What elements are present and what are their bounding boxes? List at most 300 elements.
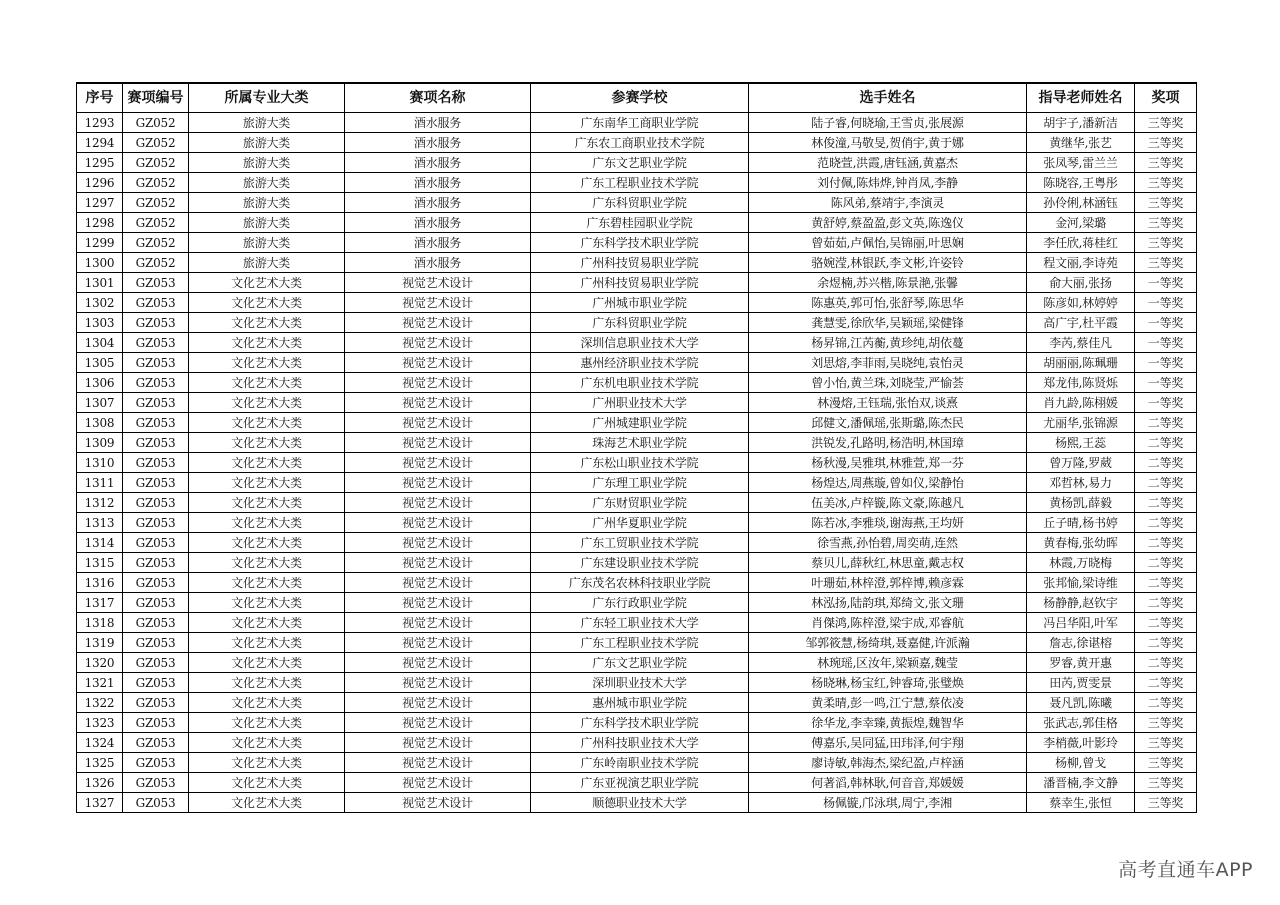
cell-award: 三等奖 [1135,733,1197,753]
cell-contestants: 陈若冰,李雅琰,谢海燕,王均妍 [749,513,1027,533]
cell-school: 广东工程职业技术学院 [531,173,749,193]
cell-school: 广东科学技术职业学院 [531,713,749,733]
header-row [77,83,1197,113]
cell-award: 三等奖 [1135,253,1197,273]
cell-contestants: 骆婉滢,林银跃,李文彬,许姿铃 [749,253,1027,273]
cell-event-name: 视觉艺术设计 [345,573,531,593]
cell-award: 三等奖 [1135,793,1197,813]
table-row [77,573,1197,593]
cell-event-name: 酒水服务 [345,133,531,153]
table-row [77,373,1197,393]
cell-instructors: 林霞,万晓梅 [1027,553,1135,573]
cell-instructors: 杨柳,曾戈 [1027,753,1135,773]
cell-category: 文化艺术大类 [189,493,345,513]
cell-award: 二等奖 [1135,593,1197,613]
cell-event-code: GZ053 [123,413,189,433]
cell-index: 1320 [77,653,123,673]
cell-school: 广东机电职业技术学院 [531,373,749,393]
cell-instructors: 高广宇,杜平霞 [1027,313,1135,333]
cell-event-name: 视觉艺术设计 [345,473,531,493]
cell-award: 二等奖 [1135,433,1197,453]
cell-instructors: 曾万隆,罗葳 [1027,453,1135,473]
cell-school: 广东工程职业技术学院 [531,633,749,653]
cell-school: 广东理工职业学院 [531,473,749,493]
cell-contestants: 徐华龙,李幸臻,黄振煌,魏智华 [749,713,1027,733]
cell-index: 1318 [77,613,123,633]
cell-instructors: 杨静静,赵钦宇 [1027,593,1135,613]
table-row [77,293,1197,313]
cell-category: 文化艺术大类 [189,413,345,433]
cell-contestants: 林琬瑶,区汝年,梁颖嘉,魏莹 [749,653,1027,673]
table-row [77,473,1197,493]
cell-contestants: 林漫熔,王钰瑞,张怡双,谈熹 [749,393,1027,413]
table-row [77,513,1197,533]
cell-event-name: 视觉艺术设计 [345,693,531,713]
cell-contestants: 陆子睿,何晓瑜,王雪贞,张展源 [749,113,1027,133]
cell-school: 广东文艺职业学院 [531,653,749,673]
header-instructors: 指导老师姓名 [1027,83,1135,113]
cell-instructors: 詹志,徐谌榕 [1027,633,1135,653]
table-row [77,253,1197,273]
cell-event-code: GZ053 [123,573,189,593]
cell-event-code: GZ053 [123,353,189,373]
cell-school: 广东财贸职业学院 [531,493,749,513]
cell-school: 广东科学技术职业学院 [531,233,749,253]
cell-award: 三等奖 [1135,753,1197,773]
table-row [77,773,1197,793]
cell-category: 文化艺术大类 [189,713,345,733]
cell-contestants: 洪锐发,孔路明,杨浩明,林国璋 [749,433,1027,453]
cell-event-name: 视觉艺术设计 [345,613,531,633]
cell-event-code: GZ053 [123,733,189,753]
cell-event-code: GZ053 [123,673,189,693]
cell-index: 1293 [77,113,123,133]
cell-instructors: 胡宇子,潘新洁 [1027,113,1135,133]
table-row [77,273,1197,293]
cell-event-name: 视觉艺术设计 [345,713,531,733]
cell-school: 广东建设职业技术学院 [531,553,749,573]
cell-award: 二等奖 [1135,413,1197,433]
cell-contestants: 徐雪燕,孙怡碧,周奕萌,连然 [749,533,1027,553]
cell-event-code: GZ053 [123,593,189,613]
table-row [77,133,1197,153]
cell-award: 二等奖 [1135,633,1197,653]
cell-instructors: 尤丽华,张锦源 [1027,413,1135,433]
cell-category: 文化艺术大类 [189,513,345,533]
cell-index: 1303 [77,313,123,333]
cell-event-code: GZ052 [123,233,189,253]
cell-index: 1322 [77,693,123,713]
cell-instructors: 郑龙伟,陈贤烁 [1027,373,1135,393]
table-row [77,353,1197,373]
cell-event-name: 视觉艺术设计 [345,393,531,413]
cell-event-code: GZ053 [123,633,189,653]
cell-event-name: 酒水服务 [345,173,531,193]
cell-event-name: 视觉艺术设计 [345,593,531,613]
cell-school: 广州城市职业学院 [531,293,749,313]
cell-school: 深圳职业技术大学 [531,673,749,693]
cell-index: 1296 [77,173,123,193]
cell-award: 一等奖 [1135,333,1197,353]
table-row [77,593,1197,613]
cell-contestants: 蔡贝儿,薛秋红,林思童,戴志权 [749,553,1027,573]
cell-event-name: 视觉艺术设计 [345,273,531,293]
cell-event-name: 酒水服务 [345,193,531,213]
cell-event-name: 视觉艺术设计 [345,353,531,373]
table-row [77,153,1197,173]
cell-school: 广东科贸职业学院 [531,313,749,333]
cell-index: 1301 [77,273,123,293]
cell-event-name: 视觉艺术设计 [345,513,531,533]
table-row [77,213,1197,233]
cell-category: 旅游大类 [189,233,345,253]
cell-index: 1319 [77,633,123,653]
cell-instructors: 李任欣,蒋桂红 [1027,233,1135,253]
cell-school: 珠海艺术职业学院 [531,433,749,453]
cell-event-code: GZ053 [123,533,189,553]
cell-award: 三等奖 [1135,213,1197,233]
cell-event-name: 视觉艺术设计 [345,553,531,573]
cell-contestants: 叶珊茹,林梓澄,郭梓博,赖彦霖 [749,573,1027,593]
header-category: 所属专业大类 [189,83,345,113]
cell-index: 1325 [77,753,123,773]
cell-instructors: 蔡幸生,张恒 [1027,793,1135,813]
cell-category: 旅游大类 [189,133,345,153]
cell-event-name: 视觉艺术设计 [345,653,531,673]
table-body [77,113,1197,813]
table-row [77,113,1197,133]
cell-instructors: 张凤琴,雷兰兰 [1027,153,1135,173]
table-row [77,793,1197,813]
cell-category: 旅游大类 [189,173,345,193]
cell-event-name: 视觉艺术设计 [345,773,531,793]
cell-instructors: 孙伶俐,林涵钰 [1027,193,1135,213]
cell-category: 文化艺术大类 [189,593,345,613]
cell-contestants: 傅嘉乐,吴同猛,田玮泽,何宇翔 [749,733,1027,753]
header-index: 序号 [77,83,123,113]
cell-award: 二等奖 [1135,653,1197,673]
table-row [77,453,1197,473]
cell-contestants: 林泓扬,陆韵琪,郑绮文,张文珊 [749,593,1027,613]
cell-event-code: GZ052 [123,173,189,193]
cell-event-name: 视觉艺术设计 [345,293,531,313]
cell-award: 三等奖 [1135,113,1197,133]
cell-event-name: 酒水服务 [345,213,531,233]
table-row [77,613,1197,633]
table-row [77,493,1197,513]
cell-award: 三等奖 [1135,713,1197,733]
table-row [77,173,1197,193]
cell-contestants: 林俊潼,马敬旻,贺俏宇,黄于娜 [749,133,1027,153]
cell-award: 二等奖 [1135,453,1197,473]
cell-category: 文化艺术大类 [189,673,345,693]
cell-contestants: 曾茹茹,卢佩怡,吴锦丽,叶思娴 [749,233,1027,253]
cell-award: 二等奖 [1135,573,1197,593]
cell-instructors: 黄继华,张艺 [1027,133,1135,153]
cell-school: 广州科技贸易职业学院 [531,253,749,273]
cell-school: 广州职业技术大学 [531,393,749,413]
header-award: 奖项 [1135,83,1197,113]
cell-school: 广东亚视演艺职业学院 [531,773,749,793]
cell-contestants: 陈风弟,蔡靖宇,李演灵 [749,193,1027,213]
cell-event-code: GZ053 [123,653,189,673]
cell-category: 文化艺术大类 [189,433,345,453]
cell-index: 1298 [77,213,123,233]
cell-award: 一等奖 [1135,373,1197,393]
cell-award: 三等奖 [1135,133,1197,153]
cell-contestants: 杨晓琳,杨宝红,钟睿琦,张璧焕 [749,673,1027,693]
cell-instructors: 程文丽,李诗苑 [1027,253,1135,273]
cell-category: 旅游大类 [189,113,345,133]
cell-instructors: 陈晓容,王粤彤 [1027,173,1135,193]
cell-instructors: 李梢薇,叶影玲 [1027,733,1135,753]
cell-school: 广东南华工商职业学院 [531,113,749,133]
header-contestants: 选手姓名 [749,83,1027,113]
cell-contestants: 邹郭筱慧,杨绮琪,聂嘉健,许派瀚 [749,633,1027,653]
table-row [77,333,1197,353]
cell-award: 二等奖 [1135,693,1197,713]
cell-event-code: GZ052 [123,133,189,153]
cell-school: 广东行政职业学院 [531,593,749,613]
cell-event-code: GZ053 [123,613,189,633]
cell-event-code: GZ053 [123,713,189,733]
table-row [77,393,1197,413]
cell-school: 广州科技职业技术大学 [531,733,749,753]
cell-contestants: 刘付佩,陈炜烨,钟肖凤,李静 [749,173,1027,193]
cell-index: 1307 [77,393,123,413]
cell-index: 1305 [77,353,123,373]
cell-award: 二等奖 [1135,673,1197,693]
cell-category: 文化艺术大类 [189,633,345,653]
table-row [77,673,1197,693]
cell-award: 三等奖 [1135,173,1197,193]
cell-award: 一等奖 [1135,293,1197,313]
cell-instructors: 陈彦如,林婷婷 [1027,293,1135,313]
cell-school: 广东科贸职业学院 [531,193,749,213]
cell-event-name: 视觉艺术设计 [345,413,531,433]
cell-index: 1295 [77,153,123,173]
cell-event-code: GZ053 [123,313,189,333]
cell-school: 惠州经济职业技术学院 [531,353,749,373]
cell-index: 1306 [77,373,123,393]
cell-index: 1326 [77,773,123,793]
cell-index: 1310 [77,453,123,473]
cell-contestants: 杨秋漫,吴雅琪,林雅萱,郑一芬 [749,453,1027,473]
cell-index: 1302 [77,293,123,313]
cell-index: 1294 [77,133,123,153]
cell-contestants: 黄柔晴,彭一鸣,江宁慧,蔡依凌 [749,693,1027,713]
cell-index: 1309 [77,433,123,453]
cell-school: 广东文艺职业学院 [531,153,749,173]
cell-event-code: GZ053 [123,693,189,713]
header-event-code: 赛项编号 [123,83,189,113]
cell-event-code: GZ052 [123,253,189,273]
table-row [77,713,1197,733]
cell-event-code: GZ053 [123,333,189,353]
cell-category: 文化艺术大类 [189,653,345,673]
cell-category: 旅游大类 [189,193,345,213]
cell-event-name: 视觉艺术设计 [345,633,531,653]
cell-school: 广东农工商职业技术学院 [531,133,749,153]
table-row [77,193,1197,213]
table-row [77,553,1197,573]
cell-school: 广东松山职业技术学院 [531,453,749,473]
cell-category: 文化艺术大类 [189,453,345,473]
cell-event-name: 视觉艺术设计 [345,753,531,773]
cell-index: 1297 [77,193,123,213]
cell-event-name: 酒水服务 [345,113,531,133]
cell-instructors: 聂凡凯,陈曦 [1027,693,1135,713]
header-school: 参赛学校 [531,83,749,113]
table-row [77,413,1197,433]
cell-index: 1311 [77,473,123,493]
cell-instructors: 黄杨凯,薛毅 [1027,493,1135,513]
cell-contestants: 杨佩镟,邝泳琪,周宁,李湘 [749,793,1027,813]
cell-index: 1313 [77,513,123,533]
cell-contestants: 杨煌达,周燕璇,曾如仪,梁静怡 [749,473,1027,493]
table-row [77,733,1197,753]
cell-category: 文化艺术大类 [189,373,345,393]
cell-event-code: GZ052 [123,213,189,233]
cell-event-name: 视觉艺术设计 [345,333,531,353]
cell-event-name: 视觉艺术设计 [345,433,531,453]
cell-event-code: GZ053 [123,513,189,533]
cell-instructors: 李芮,蔡佳凡 [1027,333,1135,353]
cell-index: 1304 [77,333,123,353]
cell-category: 文化艺术大类 [189,473,345,493]
cell-event-code: GZ053 [123,793,189,813]
table-row [77,313,1197,333]
cell-school: 惠州城市职业学院 [531,693,749,713]
cell-instructors: 胡丽丽,陈珮珊 [1027,353,1135,373]
cell-contestants: 杨昇锦,江芮蘅,黄珍纯,胡依蔓 [749,333,1027,353]
cell-category: 文化艺术大类 [189,313,345,333]
results-table [76,82,1197,813]
cell-school: 顺德职业技术大学 [531,793,749,813]
cell-index: 1324 [77,733,123,753]
cell-award: 三等奖 [1135,773,1197,793]
cell-contestants: 余煜楠,苏兴楷,陈景滟,张馨 [749,273,1027,293]
cell-category: 文化艺术大类 [189,753,345,773]
cell-index: 1315 [77,553,123,573]
watermark: 高考直通车APP [1118,859,1253,881]
cell-index: 1314 [77,533,123,553]
cell-award: 一等奖 [1135,313,1197,333]
cell-category: 文化艺术大类 [189,573,345,593]
cell-event-name: 视觉艺术设计 [345,313,531,333]
cell-instructors: 潘晋楠,李文静 [1027,773,1135,793]
cell-event-code: GZ052 [123,113,189,133]
cell-instructors: 张邦愉,梁诗维 [1027,573,1135,593]
cell-instructors: 罗睿,黄开惠 [1027,653,1135,673]
header-event-name: 赛项名称 [345,83,531,113]
cell-event-name: 视觉艺术设计 [345,373,531,393]
cell-category: 旅游大类 [189,153,345,173]
cell-award: 三等奖 [1135,153,1197,173]
cell-category: 文化艺术大类 [189,693,345,713]
cell-event-code: GZ053 [123,473,189,493]
cell-event-code: GZ053 [123,433,189,453]
cell-award: 二等奖 [1135,493,1197,513]
cell-instructors: 杨熙,王蕊 [1027,433,1135,453]
cell-event-name: 酒水服务 [345,153,531,173]
cell-award: 二等奖 [1135,513,1197,533]
cell-category: 文化艺术大类 [189,613,345,633]
cell-contestants: 龚慧雯,徐欣华,吴颖瑶,梁健锋 [749,313,1027,333]
cell-school: 广东碧桂园职业学院 [531,213,749,233]
cell-index: 1308 [77,413,123,433]
cell-instructors: 金河,梁璐 [1027,213,1135,233]
cell-index: 1317 [77,593,123,613]
cell-contestants: 何著滔,韩林耿,何音音,郑媛媛 [749,773,1027,793]
cell-category: 文化艺术大类 [189,553,345,573]
table-row [77,633,1197,653]
cell-award: 二等奖 [1135,533,1197,553]
cell-category: 文化艺术大类 [189,793,345,813]
cell-contestants: 肖傑鸿,陈梓澄,梁宇成,邓睿航 [749,613,1027,633]
cell-award: 一等奖 [1135,393,1197,413]
cell-award: 一等奖 [1135,273,1197,293]
table-row [77,653,1197,673]
cell-contestants: 廖诗敏,韩海杰,梁纪盈,卢梓涵 [749,753,1027,773]
cell-instructors: 黄春梅,张幼晖 [1027,533,1135,553]
cell-index: 1316 [77,573,123,593]
cell-school: 广州城建职业学院 [531,413,749,433]
cell-school: 广东茂名农林科技职业学院 [531,573,749,593]
cell-event-code: GZ053 [123,773,189,793]
cell-event-code: GZ053 [123,393,189,413]
cell-index: 1327 [77,793,123,813]
table-row [77,433,1197,453]
cell-award: 三等奖 [1135,193,1197,213]
table-row [77,533,1197,553]
cell-award: 二等奖 [1135,553,1197,573]
cell-contestants: 邱健文,潘佩瑶,张斯璐,陈杰民 [749,413,1027,433]
cell-category: 文化艺术大类 [189,353,345,373]
cell-index: 1321 [77,673,123,693]
table-row [77,693,1197,713]
cell-index: 1312 [77,493,123,513]
cell-category: 文化艺术大类 [189,293,345,313]
cell-event-name: 酒水服务 [345,233,531,253]
cell-instructors: 田芮,贾雯景 [1027,673,1135,693]
cell-index: 1300 [77,253,123,273]
cell-category: 文化艺术大类 [189,533,345,553]
cell-event-name: 视觉艺术设计 [345,733,531,753]
cell-category: 文化艺术大类 [189,333,345,353]
cell-event-name: 视觉艺术设计 [345,793,531,813]
cell-instructors: 张武志,郭佳格 [1027,713,1135,733]
cell-school: 广东岭南职业技术学院 [531,753,749,773]
cell-contestants: 陈惠英,郭可怡,张舒琴,陈思华 [749,293,1027,313]
cell-contestants: 伍美冰,卢梓镟,陈文豪,陈越凡 [749,493,1027,513]
cell-instructors: 肖九龄,陈栩媛 [1027,393,1135,413]
cell-event-name: 视觉艺术设计 [345,493,531,513]
cell-event-code: GZ053 [123,293,189,313]
cell-contestants: 曾小怡,黄兰珠,刘晓莹,严愉荟 [749,373,1027,393]
cell-event-code: GZ053 [123,553,189,573]
cell-award: 三等奖 [1135,233,1197,253]
cell-school: 广州华夏职业学院 [531,513,749,533]
table-row [77,753,1197,773]
cell-award: 一等奖 [1135,353,1197,373]
cell-event-code: GZ053 [123,273,189,293]
cell-school: 深圳信息职业技术大学 [531,333,749,353]
cell-instructors: 冯吕华阳,叶军 [1027,613,1135,633]
cell-instructors: 丘子晴,杨书婷 [1027,513,1135,533]
cell-index: 1323 [77,713,123,733]
cell-index: 1299 [77,233,123,253]
